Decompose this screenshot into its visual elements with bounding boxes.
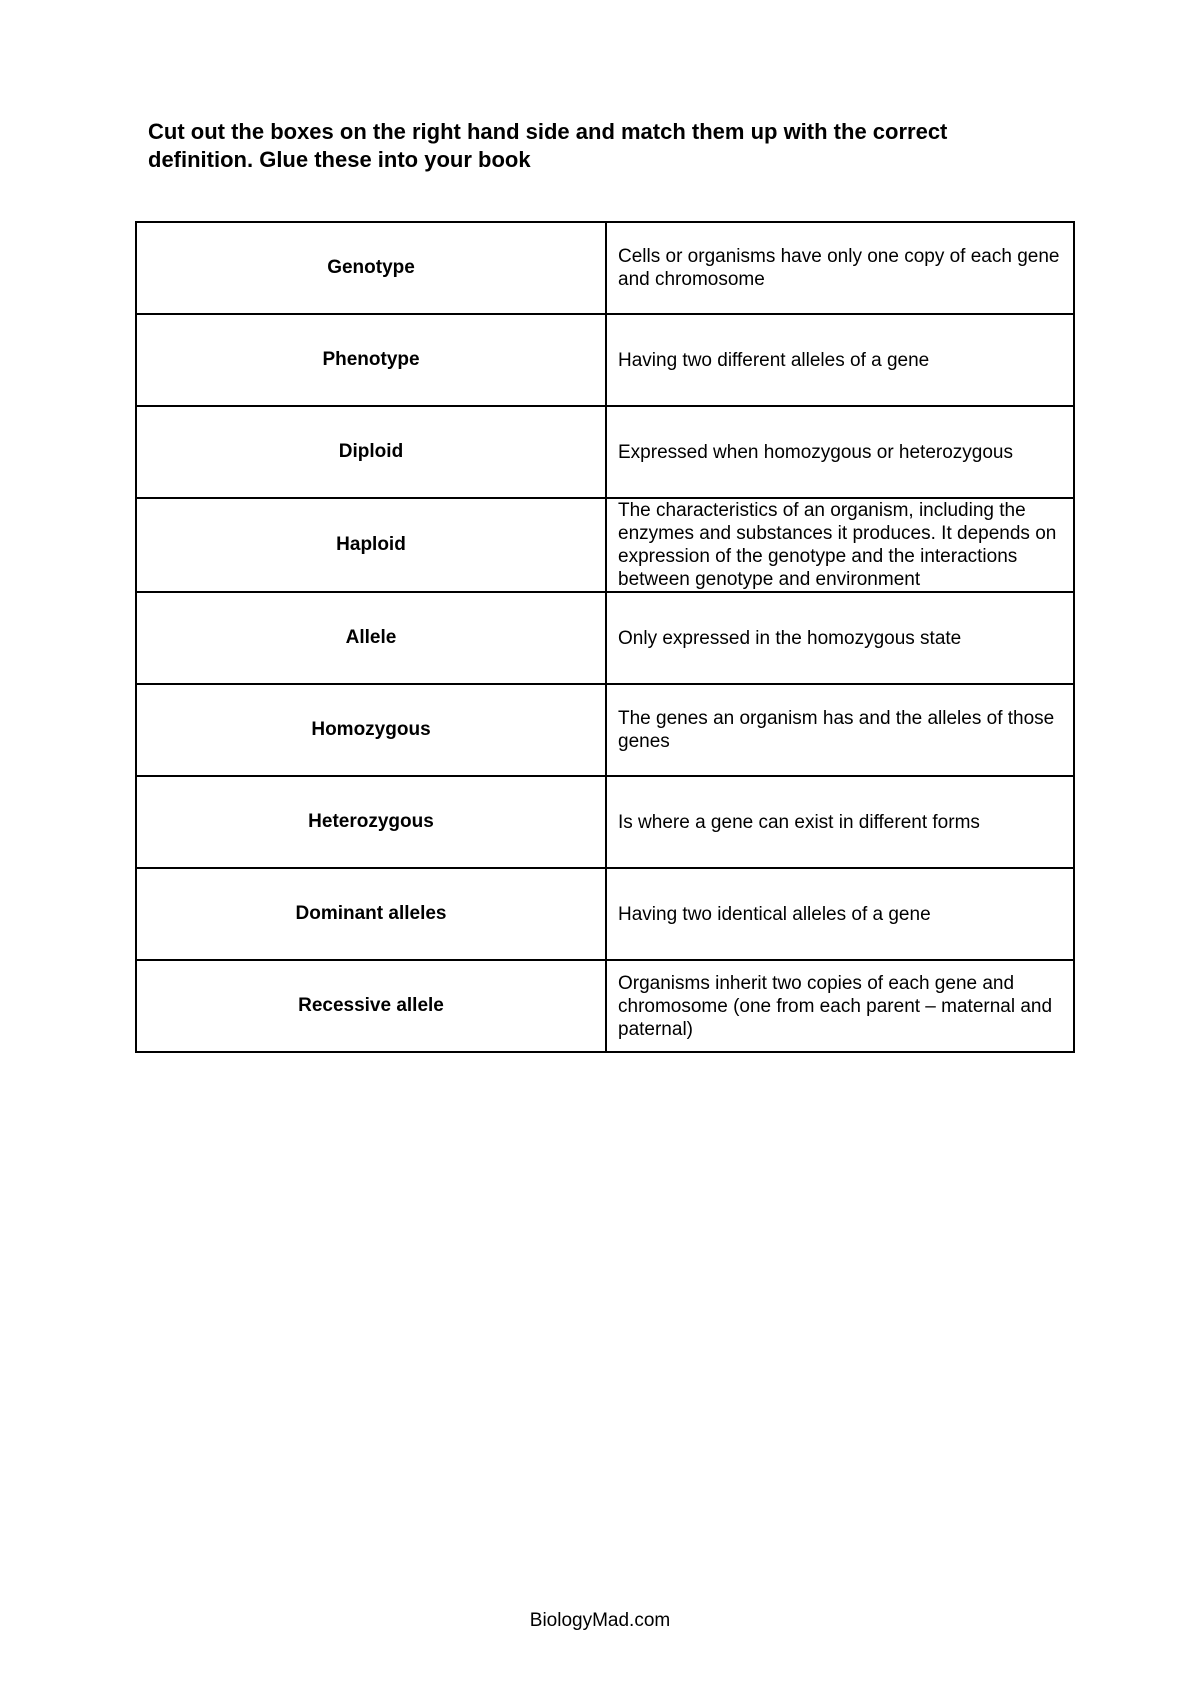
term-cell: Allele — [136, 592, 606, 684]
table-row — [136, 776, 1074, 868]
table-row — [136, 498, 1074, 592]
definition-cell: Cells or organisms have only one copy of each gene and chromosome — [606, 222, 1074, 314]
table-row — [136, 868, 1074, 960]
term-cell: Heterozygous — [136, 776, 606, 868]
definition-cell: Only expressed in the homozygous state — [606, 592, 1074, 684]
term-cell: Diploid — [136, 406, 606, 498]
table-row — [136, 684, 1074, 776]
definition-cell: Having two different alleles of a gene — [606, 314, 1074, 406]
definition-cell: Is where a gene can exist in different forms — [606, 776, 1074, 868]
table-row — [136, 314, 1074, 406]
term-cell: Dominant alleles — [136, 868, 606, 960]
table-row — [136, 222, 1074, 314]
term-cell: Genotype — [136, 222, 606, 314]
definition-cell: Expressed when homozygous or heterozygous — [606, 406, 1074, 498]
definition-cell: Organisms inherit two copies of each gene and chromosome (one from each parent – maternal and paternal) — [606, 960, 1074, 1052]
definition-cell: The genes an organism has and the alleles of those genes — [606, 684, 1074, 776]
term-cell: Recessive allele — [136, 960, 606, 1052]
instructions — [148, 118, 1078, 174]
term-cell: Haploid — [136, 498, 606, 592]
table-row — [136, 592, 1074, 684]
table-row — [136, 406, 1074, 498]
definition-cell: The characteristics of an organism, including the enzymes and substances it produces. It depends on expression of the genotype and the interactions between genotype and environment — [606, 498, 1074, 592]
definition-cell: Having two identical alleles of a gene — [606, 868, 1074, 960]
term-cell: Phenotype — [136, 314, 606, 406]
table-row — [136, 960, 1074, 1052]
matching-table — [135, 221, 1075, 1053]
instructions-line-1: Cut out the boxes on the right hand side and match them up with the correct — [148, 119, 948, 144]
footer-site-name: BiologyMad.com — [529, 1610, 671, 1631]
instructions-line-2: definition. Glue these into your book — [148, 147, 531, 172]
term-cell: Homozygous — [136, 684, 606, 776]
